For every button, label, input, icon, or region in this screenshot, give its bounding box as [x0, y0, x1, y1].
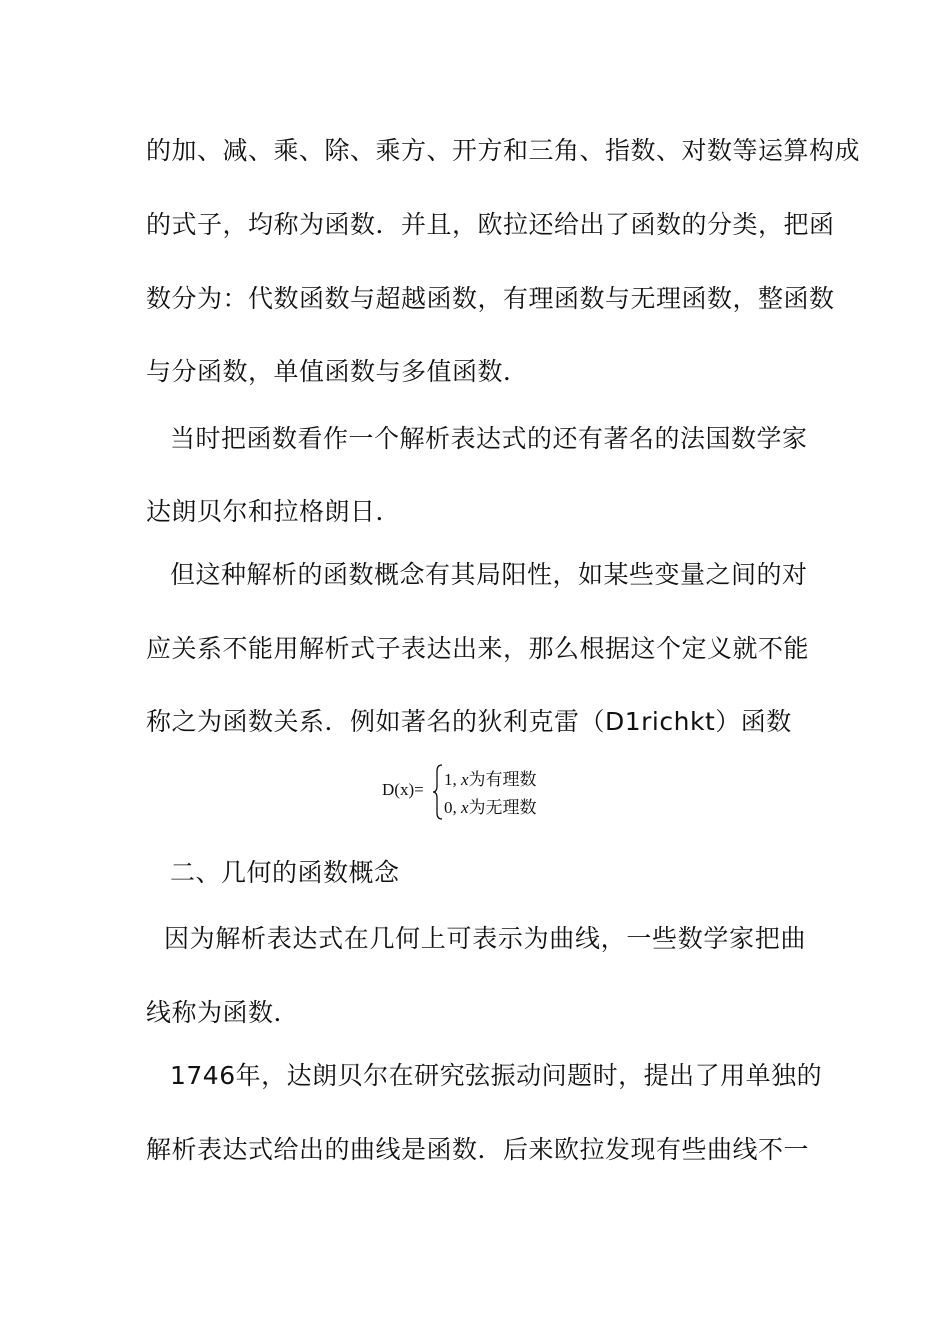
paragraph-line: 当时把函数看作一个解析表达式的还有著名的法国数学家 — [170, 424, 808, 453]
case-variable: x — [461, 770, 469, 789]
paragraph-line: 解析表达式给出的曲线是函数．后来欧拉发现有些曲线不一 — [146, 1135, 810, 1164]
case-condition: 为有理数 — [468, 770, 537, 789]
paragraph-line: 称之为函数关系．例如著名的狄利克雷（D1richkt）函数 — [146, 707, 792, 736]
paragraph-line: 的式子，均称为函数．并且，欧拉还给出了函数的分类，把函 — [146, 210, 835, 239]
case-value: 1, — [444, 770, 457, 789]
case-condition: 为无理数 — [468, 798, 537, 817]
section-heading: 二、几何的函数概念 — [170, 858, 400, 887]
formula-case-rational — [444, 765, 537, 790]
case-variable: x — [461, 798, 469, 817]
paragraph-line: 与分函数，单值函数与多值函数． — [146, 357, 529, 386]
paragraph-line: 数分为：代数函数与超越函数，有理函数与无理函数，整函数 — [146, 284, 835, 313]
paragraph-line: 因为解析表达式在几何上可表示为曲线，一些数学家把曲 — [164, 924, 806, 953]
paragraph-line: 达朗贝尔和拉格朗日． — [146, 497, 402, 526]
paragraph-line: 的加、减、乘、除、乘方、开方和三角、指数、对数等运算构成 — [146, 136, 861, 165]
formula-case-irrational — [444, 793, 537, 818]
formula-lhs: D(x)= — [382, 780, 424, 799]
paragraph-line: 线称为函数． — [146, 998, 300, 1027]
paragraph-line: 应关系不能用解析式子表达出来，那么根据这个定义就不能 — [146, 634, 810, 663]
dirichlet-formula — [382, 764, 582, 824]
case-value: 0, — [444, 798, 457, 817]
paragraph-line: 但这种解析的函数概念有其局阳性，如某些变量之间的对 — [170, 560, 808, 589]
paragraph-line: 1746年，达朗贝尔在研究弦振动问题时，提出了用单独的 — [170, 1061, 823, 1090]
left-brace-icon — [432, 764, 444, 820]
